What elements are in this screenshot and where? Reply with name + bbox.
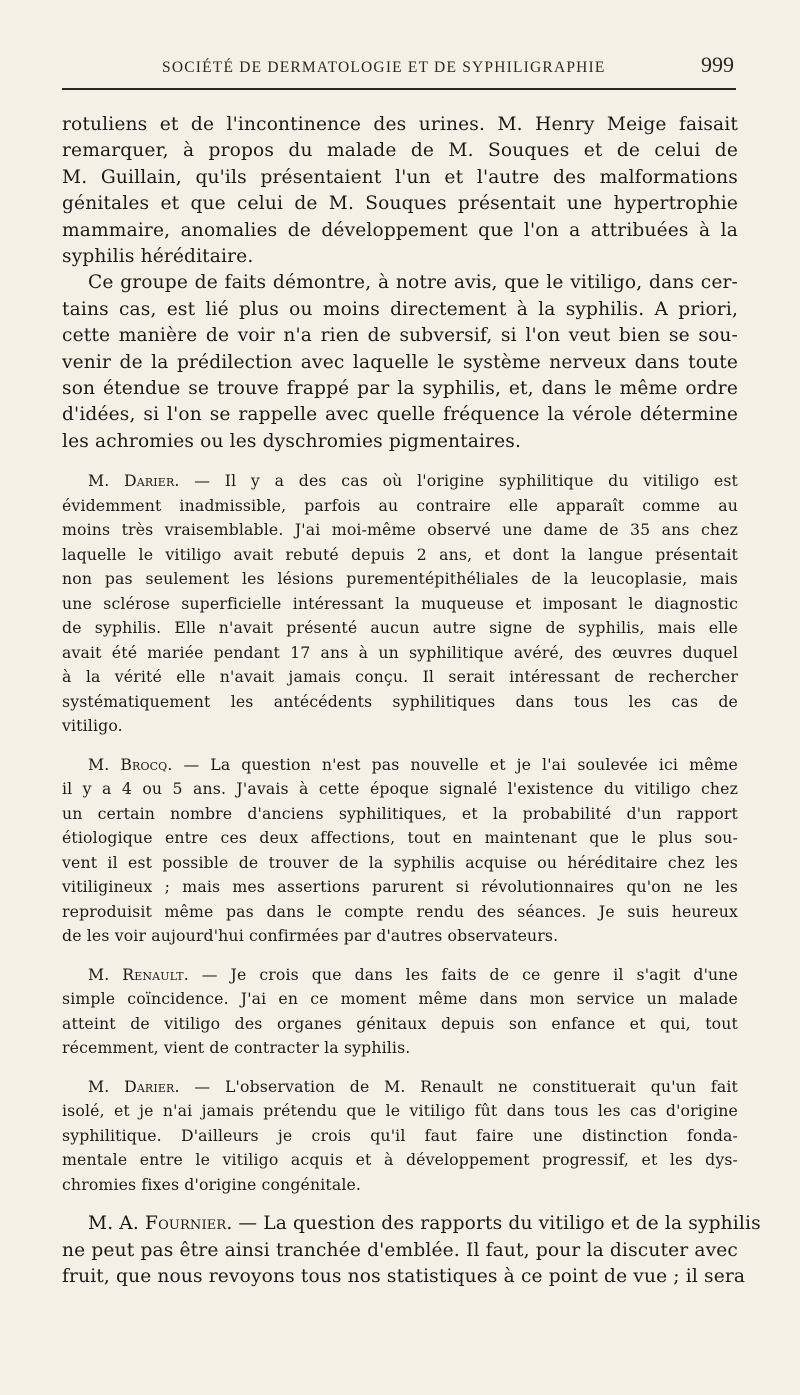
speaker-prefix: M. [88, 1076, 125, 1096]
line-text: . — Il y a des cas où l'origine syphilitique du vitiligo est [174, 471, 738, 491]
speaker-name: Darier [124, 471, 175, 491]
text-line: à la vérité elle n'avait jamais conçu. Il serait intéressant de rechercher [62, 667, 738, 687]
text-line: reproduisit même pas dans le compte rendu des séances. Je suis heureux [62, 901, 738, 921]
text-line: les achromies ou les dyschromies pigmentaires. [62, 430, 522, 452]
text-line: atteint de vitiligo des organes génitaux depuis son enfance et qui, tout [62, 1013, 738, 1033]
text-line: chromies fixes d'origine congénitale. [62, 1174, 362, 1194]
text-line: remarquer, à propos du malade de M. Souques et de celui de [62, 140, 738, 162]
paragraph [62, 753, 738, 949]
text-line: rotuliens et de l'incontinence des urines. M. Henry Meige faisait [62, 114, 738, 135]
text-line: il y a 4 ou 5 ans. J'avais à cette époque signalé l'existence du vitiligo chez [62, 779, 738, 799]
text-line [62, 1211, 761, 1237]
paragraph [62, 469, 738, 739]
speaker-name: Darier [124, 1076, 175, 1096]
line-text: . — La question des rapports du vitiligo et de la syphilis [226, 1213, 761, 1235]
text-line: isolé, et je n'ai jamais prétendu que le vitiligo fût dans tous les cas d'origine [62, 1101, 738, 1121]
text-line [62, 753, 738, 778]
text-line: fruit, que nous revoyons tous nos statistiques à ce point de vue ; il sera [62, 1266, 746, 1288]
text-line: vitiligo. [62, 716, 123, 736]
text-line: génitales et que celui de M. Souques présentait une hypertrophie [62, 193, 738, 215]
line-text: . — Je crois que dans les faits de ce genre il s'agit d'une [183, 964, 738, 984]
text-line: de les voir aujourd'hui confirmées par d'autres observateurs. [62, 926, 559, 946]
text-line: son étendue se trouve frappé par la syphilis, et, dans le même ordre [62, 378, 738, 400]
line-text: . — L'observation de M. Renault ne constituerait qu'un fait [174, 1076, 738, 1096]
text-line: non pas seulement les lésions purementépithéliales de la leucoplasie, mais [62, 569, 738, 589]
running-title: SOCIÉTÉ DE DERMATOLOGIE ET DE SYPHILIGRAPHIE [162, 59, 606, 76]
speaker-name: Brocq [120, 754, 168, 774]
text-line: évidemment inadmissible, parfois au contraire elle apparaît comme au [62, 495, 738, 515]
paragraph [62, 963, 738, 1061]
text-line: mammaire, anomalies de développement que l'on a attribuées à la [62, 219, 738, 241]
line-text: . — La question n'est pas nouvelle et je l'ai soulevée ici même [167, 754, 738, 774]
text-line: étiologique entre ces deux affections, tout en maintenant que le plus sou- [62, 828, 738, 848]
paragraph [62, 270, 738, 455]
text-line: cette manière de voir n'a rien de subversif, si l'on veut bien se sou- [62, 325, 738, 347]
text-line: simple coïncidence. J'ai en ce moment même dans mon service un malade [62, 989, 738, 1009]
text-line: un certain nombre d'anciens syphilitiques, et la probabilité d'un rapport [62, 803, 738, 823]
speaker-prefix: M. [88, 471, 125, 491]
speaker-name: Renault [122, 964, 184, 984]
text-line: venir de la prédilection avec laquelle le système nerveux dans toute [62, 351, 738, 373]
text-line: M. Guillain, qu'ils présentaient l'un et l'autre des malformations [62, 166, 738, 188]
text-line: systématiquement les antécédents syphilitiques dans tous les cas de [62, 691, 738, 711]
body-text [62, 112, 761, 1291]
text-line: vitiligineux ; mais mes assertions parurent si révolutionnaires qu'on ne les [62, 877, 738, 897]
text-line: d'idées, si l'on se rappelle avec quelle fréquence la vérole détermine [62, 404, 738, 426]
page-number: 999 [701, 52, 734, 77]
text-line: avait été mariée pendant 17 ans à un syphilitique avéré, des œuvres duquel [62, 642, 738, 662]
text-line [62, 963, 738, 988]
speaker-prefix: M. A. [88, 1213, 146, 1235]
text-line: ne peut pas être ainsi tranchée d'emblée. Il faut, pour la discuter avec [62, 1239, 738, 1261]
page-header [62, 52, 736, 90]
text-line: de syphilis. Elle n'avait présenté aucun autre signe de syphilis, mais elle [62, 618, 738, 638]
text-line: récemment, vient de contracter la syphilis. [62, 1038, 411, 1058]
speaker-name: Fournier [145, 1213, 227, 1235]
text-line: vent il est possible de trouver de la syphilis acquise ou héréditaire chez les [62, 852, 738, 872]
speaker-prefix: M. [88, 964, 123, 984]
text-line: une sclérose superficielle intéressant la muqueuse et imposant le diagnostic [62, 593, 738, 613]
paragraph [62, 1211, 761, 1290]
text-line: syphilis héréditaire. [62, 246, 254, 268]
text-line [62, 1075, 738, 1100]
text-line: tains cas, est lié plus ou moins directement à la syphilis. A priori, [62, 298, 738, 320]
text-line: mentale entre le vitiligo acquis et à développement progressif, et les dys- [62, 1150, 738, 1170]
text-line: syphilitique. D'ailleurs je crois qu'il faut faire une distinction fonda- [62, 1125, 738, 1145]
text-line: laquelle le vitiligo avait rebuté depuis 2 ans, et dont la langue présentait [62, 544, 738, 564]
text-line [62, 469, 738, 494]
paragraph [62, 1075, 738, 1198]
paragraph [62, 112, 738, 270]
text-line: moins très vraisemblable. J'ai moi-même observé une dame de 35 ans chez [62, 520, 738, 540]
text-line: Ce groupe de faits démontre, à notre avis, que le vitiligo, dans cer- [88, 272, 738, 294]
speaker-prefix: M. [88, 754, 121, 774]
